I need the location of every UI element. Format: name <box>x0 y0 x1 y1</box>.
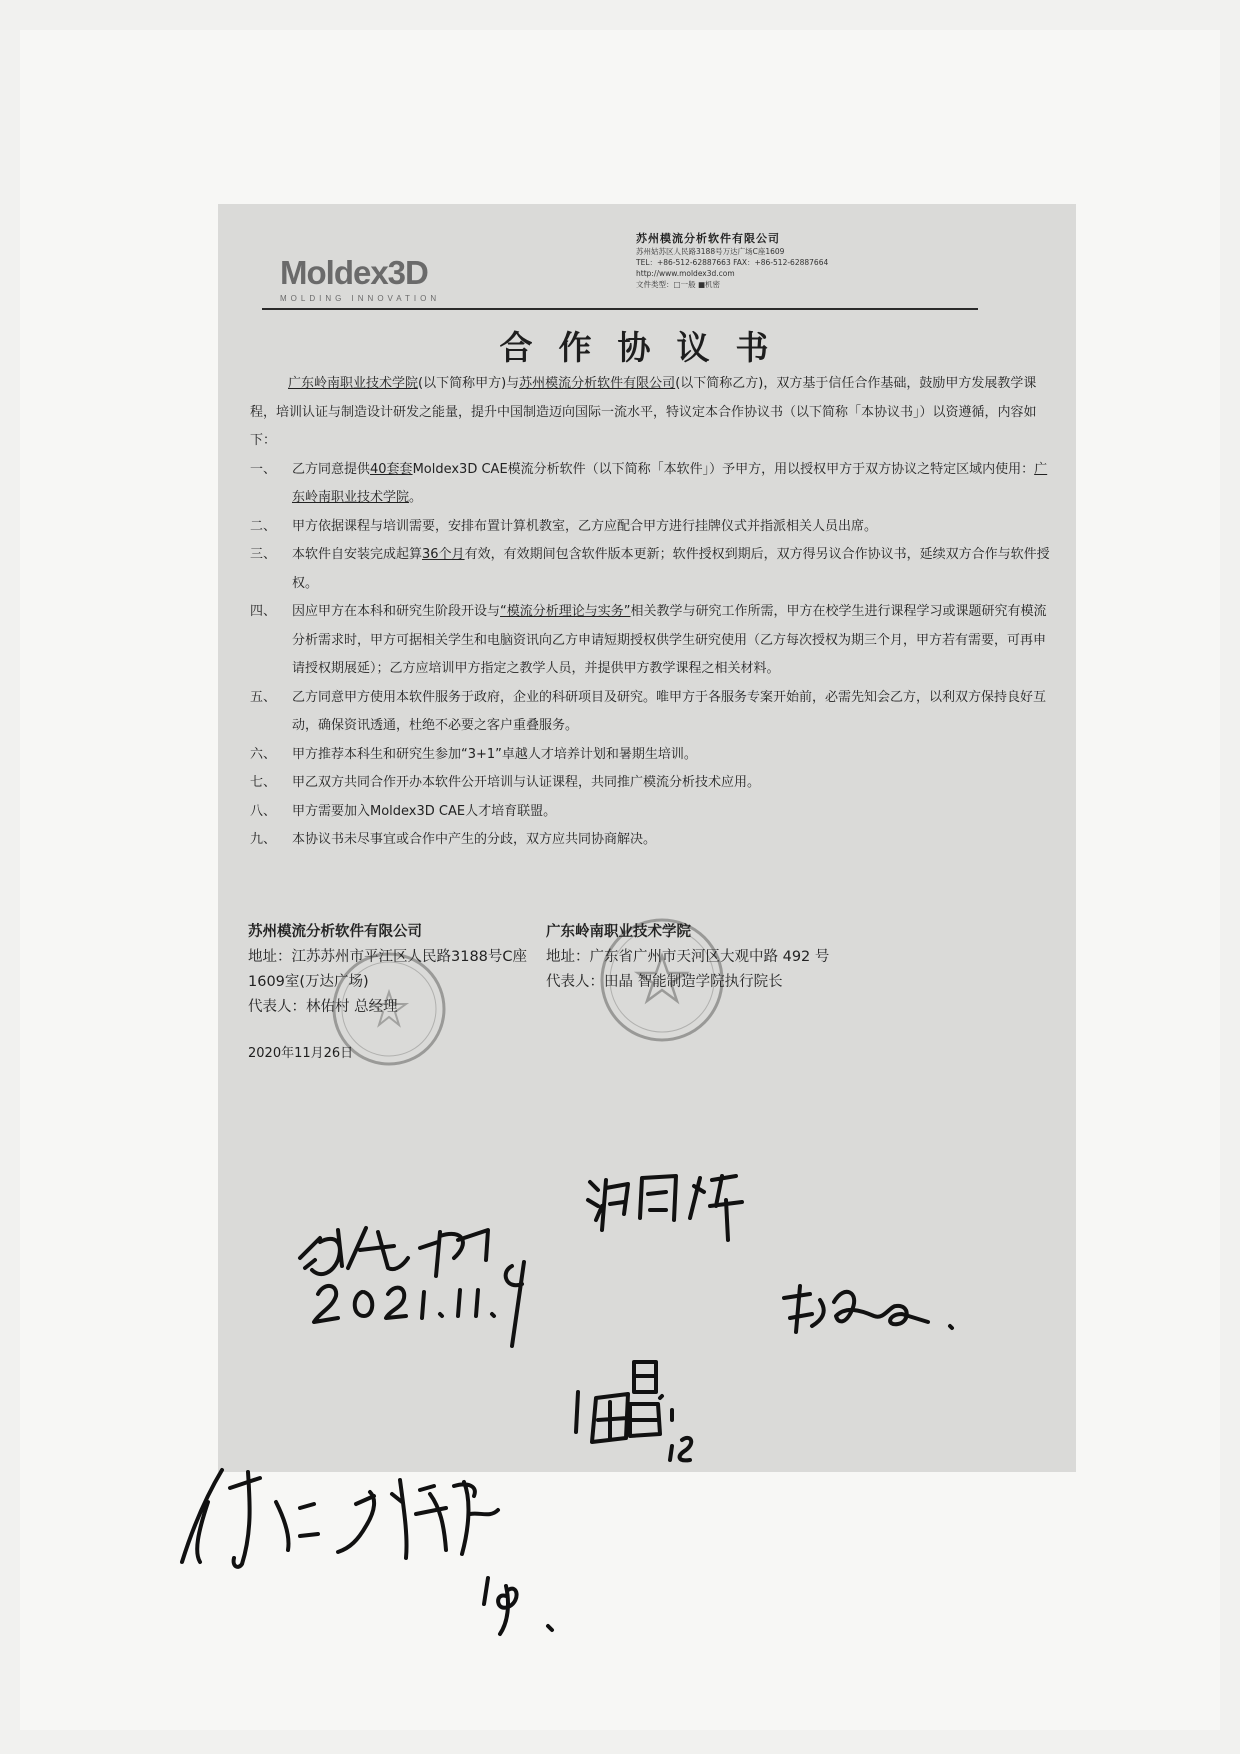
signature-fourth <box>338 1480 552 1634</box>
intro-text-2: (以下简称乙方)，双方基于信任合作基础，鼓励甲方发展教学课程，培训认证与制造设计研发之能量，提升中国制造迈向国际一流水平，特议定本合作协议书（以下简称「本协议书」）以资遵循，内容如下： <box>250 376 1037 448</box>
clause-text: 。 <box>409 490 423 505</box>
signatory-college-name: 广东岭南职业技术学院 <box>546 924 691 940</box>
clause-number: 四、 <box>250 604 277 619</box>
signatory-representative: 代表人：林佑村 总经理 <box>248 999 398 1015</box>
signature-date-2021-11-9 <box>314 1262 524 1346</box>
clause-text: 有效，有效期间包含软件版本更新；软件授权到期后，双方得另议合作协议书，延续双方合作与软件授权。 <box>292 547 1050 591</box>
clause-text: 相关教学与研究工作所需，甲方在校学生进行课程学习或课题研究有模流分析需求时，甲方可据相关学生和电脑资讯向乙方申请短期授权供学生研究使用（乙方每次授权为期三个月，甲方若有需要，可再申请授权期展延）；乙方应培训甲方指定之教学人员，并提供甲方教学课程之相关材料。 <box>292 604 1047 676</box>
clause-text: 本协议书未尽事宜或合作中产生的分歧，双方应共同协商解决。 <box>292 832 657 847</box>
document-title: 合作协议书 <box>499 328 795 367</box>
letterhead-doc-type: 文件类型：□一般 ■机密 <box>636 280 721 289</box>
logo-tagline: MOLDING INNOVATION <box>280 294 441 303</box>
clause-underlined: 40套套 <box>370 461 413 477</box>
letterhead-website: http://www.moldex3d.com <box>636 269 735 278</box>
signatory-representative: 代表人：田晶 智能制造学院执行院长 <box>546 974 783 990</box>
letterhead-tel-fax: TEL：+86-512-62887663 FAX：+86-512-62887664 <box>636 258 829 267</box>
clause-number: 六、 <box>250 746 277 762</box>
signature-he-yiyang <box>300 1228 488 1276</box>
clause-underlined: 36个月 <box>422 547 465 562</box>
clause-number: 八、 <box>250 803 277 819</box>
clause-text: 因应甲方在本科和研究生阶段开设与 <box>292 604 501 619</box>
clause-text: 乙方同意提供 <box>292 461 371 477</box>
signature-chen-runfeng <box>588 1176 742 1240</box>
signatory-address: 地址：广东省广州市天河区大观中路 492 号 <box>546 949 830 965</box>
clause-underlined: 广东岭南职业技术学院 <box>292 461 1048 505</box>
clause-number: 一、 <box>250 461 277 477</box>
signatory-company-name: 苏州模流分析软件有限公司 <box>248 924 422 940</box>
clause-text: 甲乙双方共同合作开办本软件公开培训与认证课程，共同推广模流分析技术应用。 <box>292 775 761 790</box>
clause-number: 三、 <box>250 547 277 562</box>
signature-he-yun <box>182 1470 318 1567</box>
signature-stylized-third <box>784 1286 952 1332</box>
clause-number: 二、 <box>250 518 277 534</box>
clause-number: 五、 <box>250 689 277 705</box>
moldex3d-logo: Moldex3D <box>280 254 428 291</box>
clause-text: 本软件自安装完成起算 <box>292 547 423 562</box>
clause-text: Moldex3D CAE模流分析软件（以下简称「本软件」）予甲方，用以授权甲方于双方协议之特定区域内使用： <box>412 461 1035 477</box>
clause-number: 七、 <box>250 775 277 790</box>
clause-text: 甲方需要加入Moldex3D CAE人才培育联盟。 <box>292 803 557 819</box>
clause-text: 甲方依据课程与培训需要，安排布置计算机教室，乙方应配合甲方进行挂牌仪式并指派相关人员出席。 <box>292 518 878 534</box>
signatory-address: 地址：江苏苏州市平江区人民路3188号C座1609室(万达广场) <box>248 949 528 990</box>
clause-underlined: “模流分析理论与实务” <box>500 604 631 619</box>
intro-party-a: 广东岭南职业技术学院 <box>288 376 419 391</box>
clause-text: 乙方同意甲方使用本软件服务于政府，企业的科研项目及研究。唯甲方于各服务专案开始前，必需先知会乙方，以利双方保持良好互动，确保资讯透通，杜绝不必要之客户重叠服务。 <box>292 689 1047 733</box>
intro-text-1: (以下简称甲方)与 <box>418 376 520 391</box>
clause-text: 甲方推荐本科生和研究生参加“3+1”卓越人才培养计划和暑期生培训。 <box>292 746 697 762</box>
letterhead-address: 苏州姑苏区人民路3188号万达广场C座1609 <box>636 247 785 256</box>
signature-tian-jing <box>576 1362 691 1460</box>
agreement-date: 2020年11月26日 <box>248 1046 354 1061</box>
intro-party-b: 苏州模流分析软件有限公司 <box>519 376 676 391</box>
letterhead-company-name: 苏州模流分析软件有限公司 <box>636 232 780 245</box>
clause-number: 九、 <box>250 832 277 847</box>
